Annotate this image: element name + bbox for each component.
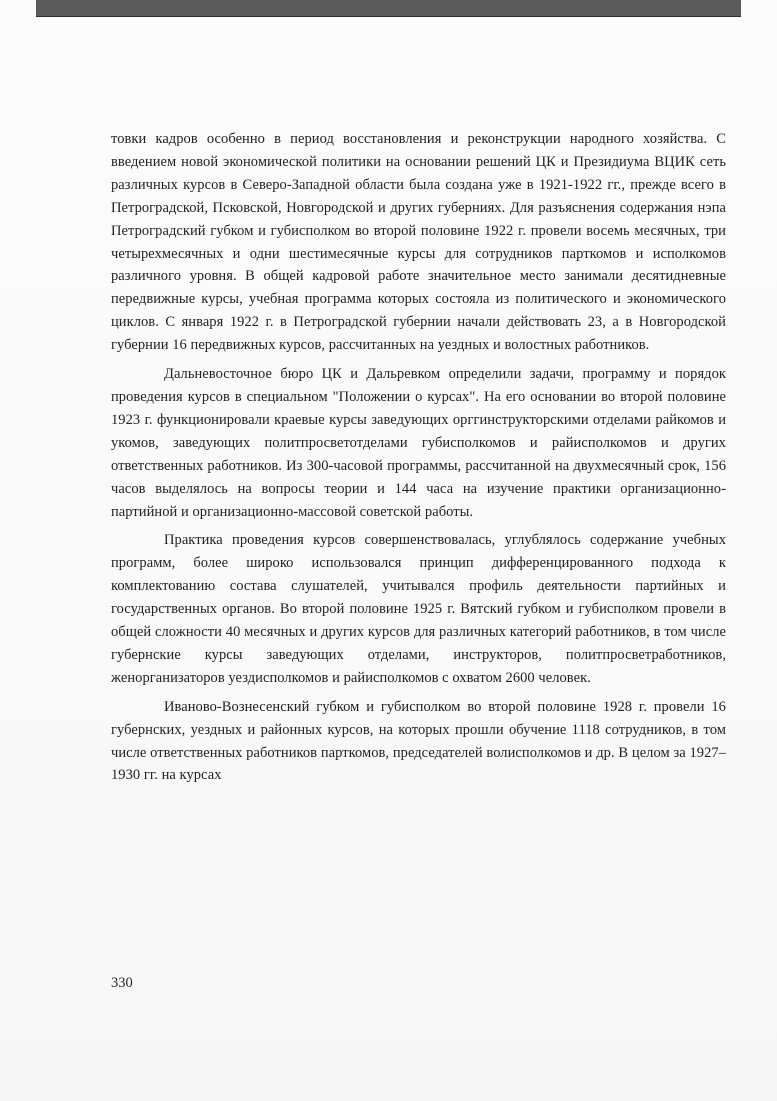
paragraph-2: Дальневосточное бюро ЦК и Дальревком определили задачи, программу и порядок проведения курсов в специальном "Положении о курсах". На его основании во второй половине 1923 г. функционировали краевые курсы заведующих орггинструкторскими отделами райкомов и укомов, заведующих политпросветотделами губисполкомов и райисполкомов и других ответственных работников. Из 300-часовой программы, рассчитанной на двухмесячный срок, 156 часов выделялось на вопросы теории и 144 часа на изучение практики организационно-партийной и организационно-массовой советской работы. (111, 366, 726, 520)
paragraph-1: товки кадров особенно в период восстановления и реконструкции народного хозяйства. С введением новой экономической политики на основании решений ЦК и Президиума ВЦИК сеть различных курсов в Северо-Западной области была создана уже в 1921-1922 гг., прежде всего в Петроградской, Псковской, Новгородской и других губерниях. Для разъяснения содержания нэпа Петроградский губком и губисполком во второй половине 1922 г. провели восемь месячных, три четырехмесячных и одни шестимесячные курсы для сотрудников парткомов и исполкомов различного уровня. В общей кадровой работе значительное место занимали десятидневные передвижные курсы, учебная программа которых состояла из политического и экономического циклов. С января 1922 г. в Петроградской губернии начали действовать 23, а в Новгородской губернии 16 передвижных курсов, рассчитанных на уездных и волостных работников. (111, 131, 726, 354)
paragraph-3: Практика проведения курсов совершенствовалась, углублялось содержание учебных программ, более широко использовался принцип дифференцированного подхода к комплектованию состава слушателей, учитывался профиль деятельности партийных и государственных органов. Во второй половине 1925 г. Вятский губком и губисполком провели в общей сложности 40 месячных и других курсов для различных категорий работников, в том числе губернские курсы заведующих отделами, инструкторов, политпросветработников, женорганизаторов уездисполкомов и райисполкомов с охватом 2600 человек. (111, 532, 726, 686)
main-text (111, 128, 726, 787)
top-page-border (36, 0, 741, 17)
page-number: 330 (111, 975, 133, 991)
paragraph-4: Иваново-Вознесенский губком и губисполком во второй половине 1928 г. провели 16 губернских, уездных и районных курсов, на которых прошли обучение 1118 сотрудников, в том числе ответственных работников парткомов, председателей волисполкомов и др. В целом за 1927–1930 гг. на курсах (111, 698, 726, 784)
